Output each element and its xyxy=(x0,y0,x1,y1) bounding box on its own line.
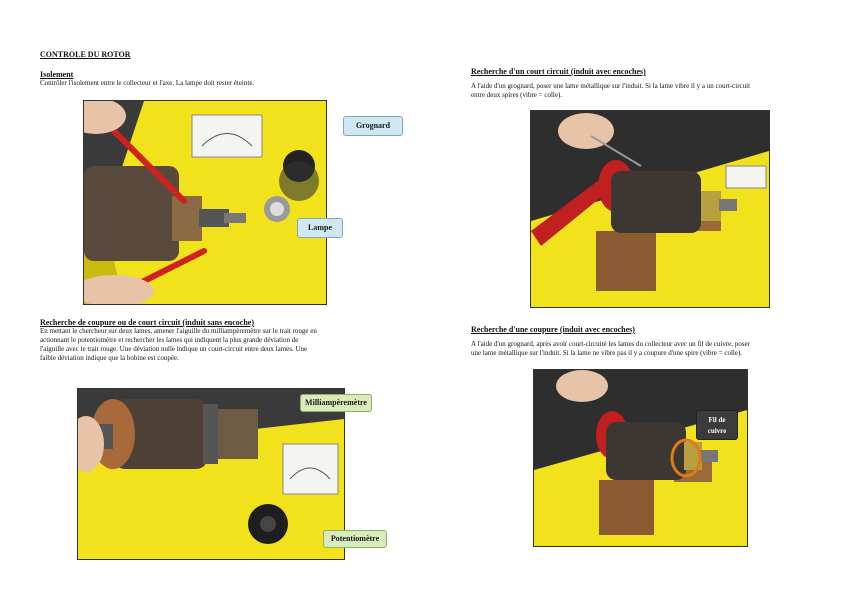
text-line: entre deux spires (vibre = colle). xyxy=(471,91,563,99)
isolement-text: Contrôler l'isolement entre le collecteur et l'axe. La lampe doit rester éteinte. xyxy=(40,79,255,87)
text-line: A l'aide d'un grognard, après avoir court-circuité les lames du collecteur avec un fil de cuivre, poser xyxy=(471,340,750,348)
court-circuit-heading: Recherche d'un court circuit (induit avec encoches) xyxy=(471,67,646,76)
coupure-avec-encoches-text xyxy=(471,340,816,358)
page-title: CONTROLE DU ROTOR xyxy=(40,50,131,59)
callout-milliamperemetre: Milliampèremètre xyxy=(300,394,372,412)
coupure-avec-encoches-heading: Recherche d'une coupure (induit avec encoches) xyxy=(471,325,635,334)
photo-milliamperemetre xyxy=(77,388,345,560)
coupure-sans-encoche-text xyxy=(40,327,440,363)
callout-potentiometre: Potentiomètre xyxy=(323,530,387,548)
isolement-heading: Isolement xyxy=(40,70,74,79)
text-line: une lame métallique sur l'induit. Si la lame ne vibre pas il y a coupure d'une spire (vibre = colle). xyxy=(471,349,743,357)
callout-lampe: Lampe xyxy=(297,218,343,238)
text-line: actionnant le potentiomètre et rechercher les lames qui indiquent la plus grande déviation de xyxy=(40,336,299,344)
callout-line: Fil de xyxy=(708,416,726,424)
photo-coupure xyxy=(533,369,748,547)
callout-fil-de-cuivre xyxy=(696,410,738,440)
callout-grognard: Grognard xyxy=(343,116,403,136)
text-line: A l'aide d'un grognard, poser une lame métallique sur l'induit. Si la lame vibre il y a un court-circuit xyxy=(471,82,751,90)
coupure-sans-encoche-heading: Recherche de coupure ou de court circuit (induit sans encoche) xyxy=(40,318,254,327)
text-line: faible déviation indique que la bobine est coupée. xyxy=(40,354,179,362)
text-line: l'aiguille avec le trait rouge. Une déviation nulle indique un court-circuit entre deux lames. Une xyxy=(40,345,308,353)
court-circuit-text xyxy=(471,82,811,100)
photo-isolement xyxy=(83,100,327,305)
callout-line: cuivre xyxy=(707,427,727,435)
photo-court-circuit xyxy=(530,110,770,308)
text-line: En mettant le chercheur sur deux lames, amener l'aiguille du milliampèremètre sur le trait rouge en xyxy=(40,327,317,335)
